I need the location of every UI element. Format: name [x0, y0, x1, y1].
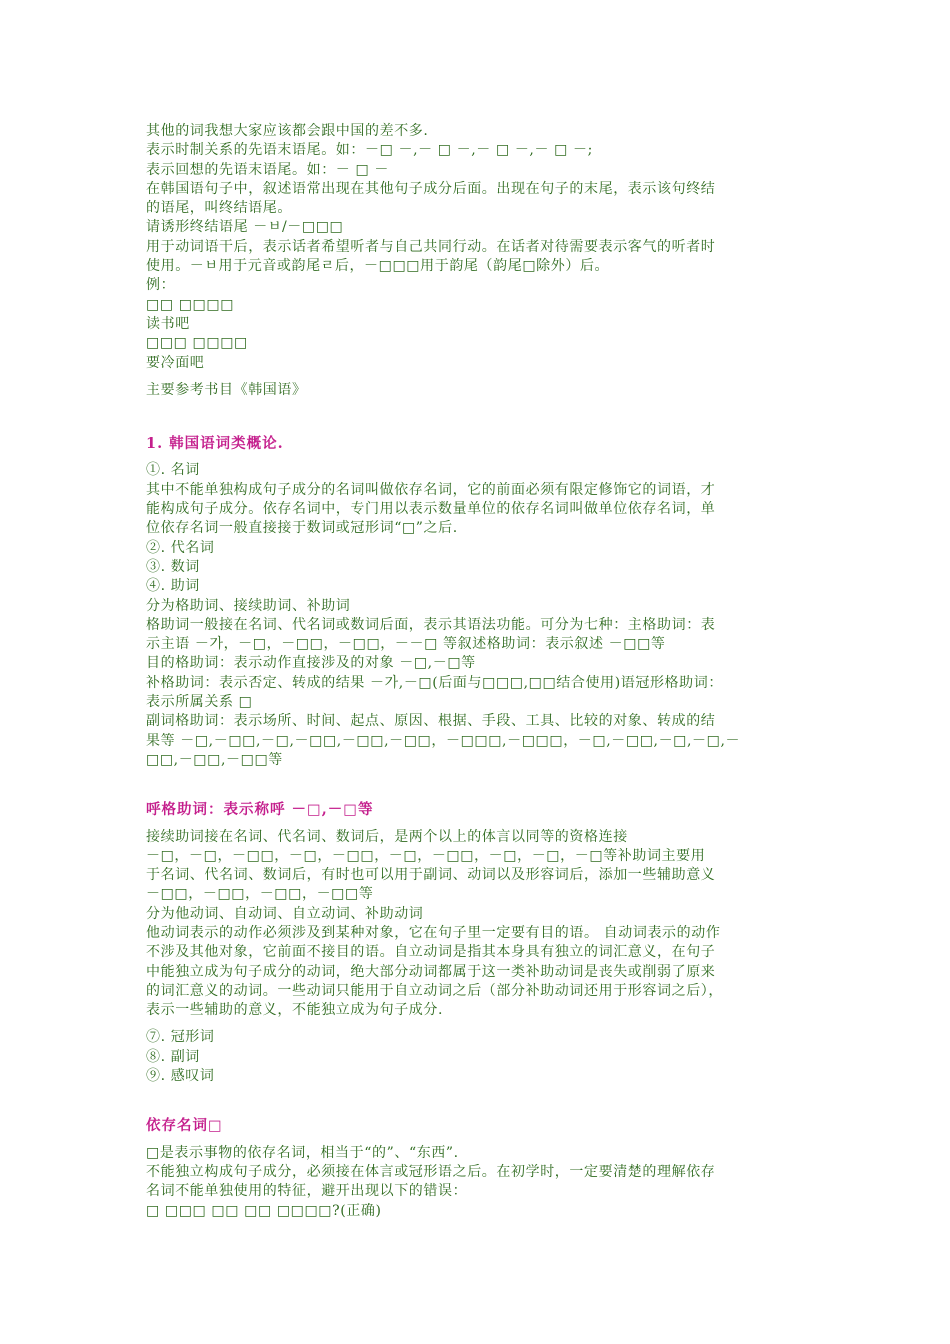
text-line: 示主语 －가，－□，－□□，－□□，－－□ 等叙述格助词：表示叙述 －□□等	[146, 636, 666, 653]
section-heading-word-classes: 1. 韩国语词类概论.	[146, 435, 284, 453]
text-line: 于名词、代名词、数词后，有时也可以用于副词、动词以及形容词后，添加一些辅助意义	[146, 867, 716, 884]
text-line: ③. 数词	[146, 558, 200, 575]
text-line: 补格助词：表示否定、转成的结果 －가,－□(后面与□□□,□□结合使用)语冠形格助词：	[146, 674, 723, 691]
text-line: □是表示事物的依存名词，相当于“的”、“东西”.	[146, 1144, 459, 1161]
text-line: □ □□□ □□ □□ □□□□?(正确)	[146, 1202, 382, 1219]
dependent-noun-section	[146, 1144, 810, 1221]
text-line: 例：	[146, 277, 176, 294]
text-line: 请诱形终结语尾 －ㅂ/－□□□	[146, 219, 344, 236]
intro-section	[146, 122, 810, 373]
text-line: ⑨. 感叹词	[146, 1068, 215, 1085]
text-line: ⑦. 冠形词	[146, 1029, 215, 1046]
text-line: －□□，－□□，－□□，－□□等	[146, 886, 374, 903]
text-line: 表示一些辅助的意义，不能独立成为句子成分.	[146, 1002, 444, 1019]
text-line: 表示时制关系的先语末语尾。如：－□ －,－ □ －,－ □ －,－ □ －;	[146, 142, 593, 159]
text-line: －□，－□，－□□，－□，－□□，－□，－□□，－□，－□，－□等补助词主要用	[146, 847, 706, 864]
text-line: 不能独立构成句子成分，必须接在体言或冠形语之后。在初学时，一定要清楚的理解依存	[146, 1163, 716, 1180]
text-line: □□,－□□,－□□等	[146, 751, 283, 768]
text-line: 的语尾，叫终结语尾。	[146, 200, 292, 217]
text-line: 格助词一般接在名词、代名词或数词后面，表示其语法功能。可分为七种：主格助词：表	[146, 616, 716, 633]
text-line: 中能独立成为句子成分的动词，绝大部分动词都属于这一类补助动词是丧失或削弱了原来	[146, 963, 716, 980]
text-line: 表示所属关系 □	[146, 694, 253, 711]
section-heading-dependent-noun: 依存名词□	[146, 1117, 223, 1135]
section-heading-vocative: 呼格助词：表示称呼 －□,－□等	[146, 801, 374, 819]
text-line: 其中不能单独构成句子成分的名词叫做依存名词，它的前面必须有限定修饰它的词语，才	[146, 481, 716, 498]
text-line: 分为格助词、接续助词、补助词	[146, 597, 351, 614]
document-body	[146, 122, 810, 1221]
example-translation: 要冷面吧	[146, 354, 205, 371]
particles-verbs-section	[146, 828, 810, 1021]
text-line: 表示回想的先语末语尾。如：－ □ －	[146, 161, 389, 178]
text-line: 位依存名词一般直接接于数词或冠形词“□”之后.	[146, 520, 458, 537]
text-line: 不涉及其他对象，它前面不接目的语。自立动词是指其本身具有独立的词汇意义，在句子	[146, 944, 716, 961]
text-line: 副词格助词：表示场所、时间、起点、原因、根据、手段、工具、比较的对象、转成的结	[146, 713, 716, 730]
other-classes-section	[146, 1028, 810, 1086]
text-line: 名词不能单独使用的特征，避开出现以下的错误：	[146, 1183, 468, 1200]
text-line: ①. 名词	[146, 462, 200, 479]
text-line: 他动词表示的动作必须涉及到某种对象，它在句子里一定要有目的语。 自动词表示的动作	[146, 924, 721, 941]
text-line: 使用。－ㅂ用于元音或韵尾ㄹ后，－□□□用于韵尾（韵尾□除外）后。	[146, 258, 610, 275]
example-translation: 读书吧	[146, 315, 190, 332]
text-line: ⑧. 副词	[146, 1048, 200, 1065]
text-line: 目的格助词：表示动作直接涉及的对象 －□,－□等	[146, 655, 476, 672]
text-line: 接续助词接在名词、代名词、数词后，是两个以上的体言以同等的资格连接	[146, 828, 628, 845]
text-line: ②. 代名词	[146, 539, 215, 556]
text-line: 能构成句子成分。依存名词中，专门用以表示数量单位的依存名词叫做单位依存名词，单	[146, 501, 716, 518]
text-line: 果等 －□,－□□,－□,－□□,－□□,－□□，－□□□,－□□□，－□,－□□,－□,－□,－	[146, 732, 741, 749]
text-line: 在韩国语句子中，叙述语常出现在其他句子成分后面。出现在句子的末尾，表示该句终结	[146, 180, 716, 197]
text-line: 其他的词我想大家应该都会跟中国的差不多.	[146, 123, 429, 139]
text-line: 用于动词语干后，表示话者希望听者与自己共同行动。在话者对待需要表示客气的听者时	[146, 238, 716, 255]
word-classes-section	[146, 461, 810, 770]
text-line: ④. 助词	[146, 578, 200, 595]
text-line: 的词汇意义的动词。一些动词只能用于自立动词之后（部分补助动词还用于形容词之后），	[146, 982, 723, 999]
text-line: 分为他动词、自动词、自立动词、补助动词	[146, 905, 424, 922]
example-korean: □□ □□□□	[146, 296, 235, 313]
reference-line: 主要参考书目《韩国语》	[146, 381, 307, 398]
example-korean: □□□ □□□□	[146, 335, 248, 352]
